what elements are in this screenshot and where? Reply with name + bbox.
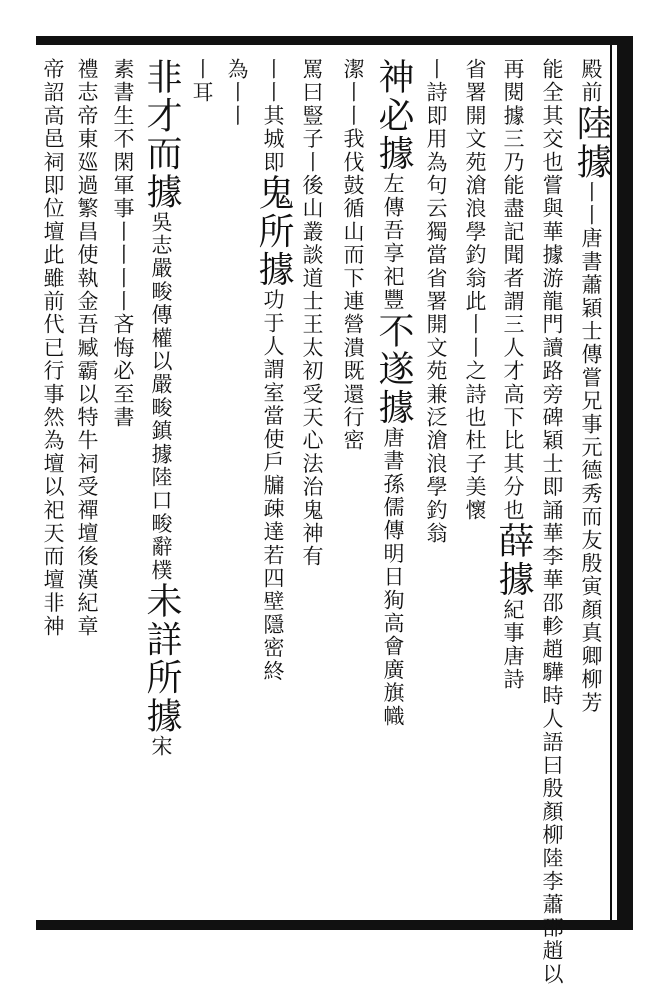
glyph: 城 — [261, 127, 285, 151]
top-border-rule — [36, 36, 633, 45]
glyph: 孫 — [381, 472, 405, 497]
glyph: 使 — [261, 427, 285, 452]
column-text: 罵曰豎子丨後山叢談道士王太初受天心法治鬼神有 — [300, 58, 324, 569]
glyph: 真 — [579, 621, 603, 645]
glyph: 宋 — [149, 734, 173, 759]
glyph: 兄 — [579, 389, 603, 413]
column-text: 素書生不閑軍事丨丨丨丨吝悔必至書 — [111, 58, 135, 430]
glyph: 豐 — [381, 288, 405, 312]
glyph: 其 — [501, 452, 525, 476]
glyph: 壁 — [261, 590, 285, 614]
glyph: 吳 — [149, 210, 173, 235]
glyph: 疎 — [261, 497, 285, 521]
glyph: 戶 — [261, 451, 285, 475]
glyph: 所 — [141, 658, 182, 697]
glyph: 人 — [501, 336, 525, 360]
glyph: 樸 — [149, 558, 173, 583]
text-column — [373, 58, 414, 918]
glyph: 詩 — [501, 668, 525, 692]
glyph: 鎮 — [149, 419, 173, 443]
column-text: 為丨丨 — [225, 58, 249, 128]
glyph: 會 — [381, 635, 405, 659]
column-text — [493, 58, 534, 692]
text-column — [72, 58, 102, 918]
glyph: 能 — [501, 174, 525, 198]
glyph: 高 — [501, 382, 525, 407]
glyph: 記 — [501, 220, 525, 244]
glyph: 閱 — [501, 81, 525, 105]
glyph: 未 — [141, 582, 182, 621]
glyph: 嚴 — [149, 373, 173, 397]
glyph: 再 — [501, 58, 525, 82]
glyph: 元 — [579, 436, 603, 460]
glyph: 丨 — [579, 180, 603, 205]
text-column — [38, 58, 68, 918]
right-border-rule — [617, 36, 633, 930]
glyph: 牖 — [261, 474, 285, 498]
glyph: 即 — [261, 150, 285, 175]
glyph: 而 — [141, 134, 182, 173]
glyph: 畯 — [149, 396, 173, 420]
glyph: 聞 — [501, 243, 525, 267]
text-column — [493, 58, 534, 918]
glyph: 嚴 — [149, 257, 173, 281]
glyph: 比 — [501, 429, 525, 453]
glyph: 狥 — [381, 588, 405, 613]
glyph: 唐 — [579, 227, 603, 251]
glyph: 友 — [579, 528, 603, 553]
column-text — [571, 58, 612, 715]
glyph: 據 — [253, 250, 294, 289]
glyph: 以 — [149, 350, 173, 374]
glyph: 殷 — [579, 552, 603, 576]
glyph: 人 — [261, 335, 285, 359]
text-column — [108, 58, 138, 918]
text-column — [460, 58, 490, 918]
text-column — [537, 58, 567, 986]
text-column — [421, 58, 451, 918]
glyph: 丨 — [261, 58, 285, 82]
glyph: 不 — [373, 311, 414, 351]
column-text: 省署開文苑滄浪學釣翁此丨丨之詩也杜子美懷 — [463, 58, 487, 522]
glyph: 事 — [501, 621, 525, 645]
glyph: 幟 — [381, 704, 405, 729]
glyph: 唐 — [501, 644, 525, 669]
glyph: 事 — [579, 412, 603, 437]
glyph: 明 — [381, 542, 405, 566]
glyph: 廣 — [381, 658, 405, 682]
glyph: 室 — [261, 381, 285, 405]
glyph: 據 — [149, 442, 173, 467]
glyph: 據 — [493, 560, 534, 599]
glyph: 畯 — [149, 280, 173, 304]
glyph: 詳 — [141, 620, 182, 659]
glyph: 薛 — [493, 522, 534, 561]
glyph: 密 — [261, 636, 285, 660]
text-column — [187, 58, 217, 918]
column-text: 能全其交也嘗與華據游龍門讀路旁碑穎士即誦華李華邵軫趙驊時人語曰殷顏柳陸李蕭邵趙以 — [540, 58, 564, 986]
glyph: 才 — [141, 96, 182, 135]
glyph: 傳 — [579, 343, 603, 367]
glyph: 據 — [373, 388, 414, 427]
glyph: 才 — [501, 359, 525, 383]
glyph: 四 — [261, 567, 285, 591]
glyph: 陸 — [571, 104, 612, 143]
text-column — [253, 58, 294, 918]
glyph: 士 — [579, 320, 603, 344]
glyph: 必 — [373, 96, 414, 135]
glyph: 據 — [141, 172, 182, 211]
glyph: 據 — [571, 142, 612, 181]
glyph: 據 — [373, 134, 414, 173]
text-column — [338, 58, 368, 918]
glyph: 所 — [253, 212, 294, 251]
text-column — [222, 58, 252, 918]
column-text — [141, 58, 182, 759]
glyph: 三 — [501, 313, 525, 337]
glyph: 鬼 — [253, 174, 294, 213]
glyph: 寅 — [579, 575, 603, 599]
glyph: 祀 — [381, 265, 405, 289]
glyph: 陸 — [149, 466, 173, 490]
glyph: 日 — [381, 565, 405, 589]
glyph: 盡 — [501, 197, 525, 221]
column-text — [373, 58, 414, 729]
glyph: 旗 — [381, 681, 405, 705]
glyph: 三 — [501, 127, 525, 151]
glyph: 神 — [373, 58, 414, 97]
glyph: 享 — [381, 242, 405, 266]
glyph: 吾 — [381, 219, 405, 243]
glyph: 當 — [261, 404, 285, 428]
glyph: 遂 — [373, 350, 414, 389]
glyph: 畯 — [149, 512, 173, 536]
glyph: 口 — [149, 489, 173, 513]
glyph: 柳 — [579, 668, 603, 692]
glyph: 隱 — [261, 613, 285, 637]
glyph: 辭 — [149, 535, 173, 559]
glyph: 乃 — [501, 150, 525, 175]
glyph: 丨 — [579, 204, 603, 228]
glyph: 達 — [261, 520, 285, 544]
glyph: 前 — [579, 81, 603, 105]
text-column — [297, 58, 327, 918]
glyph: 丨 — [261, 81, 285, 105]
glyph: 卿 — [579, 644, 603, 669]
column-text: 禮志帝東廵過繁昌使執金吾臧霸以特牛祠受禪壇後漢紀章 — [75, 58, 99, 638]
glyph: 者 — [501, 266, 525, 291]
glyph: 穎 — [579, 296, 603, 321]
glyph: 謂 — [501, 290, 525, 314]
column-text — [253, 58, 294, 684]
glyph: 唐 — [381, 426, 405, 450]
glyph: 秀 — [579, 482, 603, 506]
glyph: 傳 — [381, 195, 405, 220]
glyph: 據 — [501, 104, 525, 128]
glyph: 芳 — [579, 691, 603, 715]
glyph: 分 — [501, 475, 525, 499]
glyph: 傳 — [381, 519, 405, 543]
glyph: 非 — [141, 58, 182, 97]
text-column — [571, 58, 612, 918]
glyph: 據 — [141, 696, 182, 735]
glyph: 蕭 — [579, 273, 603, 297]
glyph: 權 — [149, 326, 173, 351]
glyph: 殿 — [579, 58, 603, 82]
glyph: 顏 — [579, 598, 603, 622]
glyph: 若 — [261, 543, 285, 568]
column-text: 帝詔高邑祠即位壇此雖前代已行事然為壇以祀天而壇非神 — [41, 58, 65, 638]
glyph: 謂 — [261, 358, 285, 382]
glyph: 志 — [149, 234, 173, 258]
glyph: 于 — [261, 311, 285, 336]
text-column — [141, 58, 182, 918]
column-text: 潔丨丨我伐鼓循山而下連營潰既還行密 — [341, 58, 365, 453]
glyph: 傳 — [149, 303, 173, 327]
column-text: 丨詩即用為句云獨當省署開文苑兼泛滄浪學釣翁 — [424, 58, 448, 546]
glyph: 下 — [501, 406, 525, 430]
column-text: 丨耳 — [190, 58, 214, 105]
glyph: 德 — [579, 459, 603, 483]
glyph: 功 — [261, 288, 285, 312]
glyph: 左 — [381, 172, 405, 196]
glyph: 書 — [579, 250, 603, 274]
glyph: 書 — [381, 449, 405, 473]
glyph: 終 — [261, 659, 285, 684]
glyph: 儒 — [381, 496, 405, 520]
glyph: 嘗 — [579, 366, 603, 390]
glyph: 高 — [381, 612, 405, 636]
glyph: 其 — [261, 104, 285, 128]
glyph: 而 — [579, 505, 603, 529]
glyph: 也 — [501, 498, 525, 523]
glyph: 紀 — [501, 598, 525, 622]
